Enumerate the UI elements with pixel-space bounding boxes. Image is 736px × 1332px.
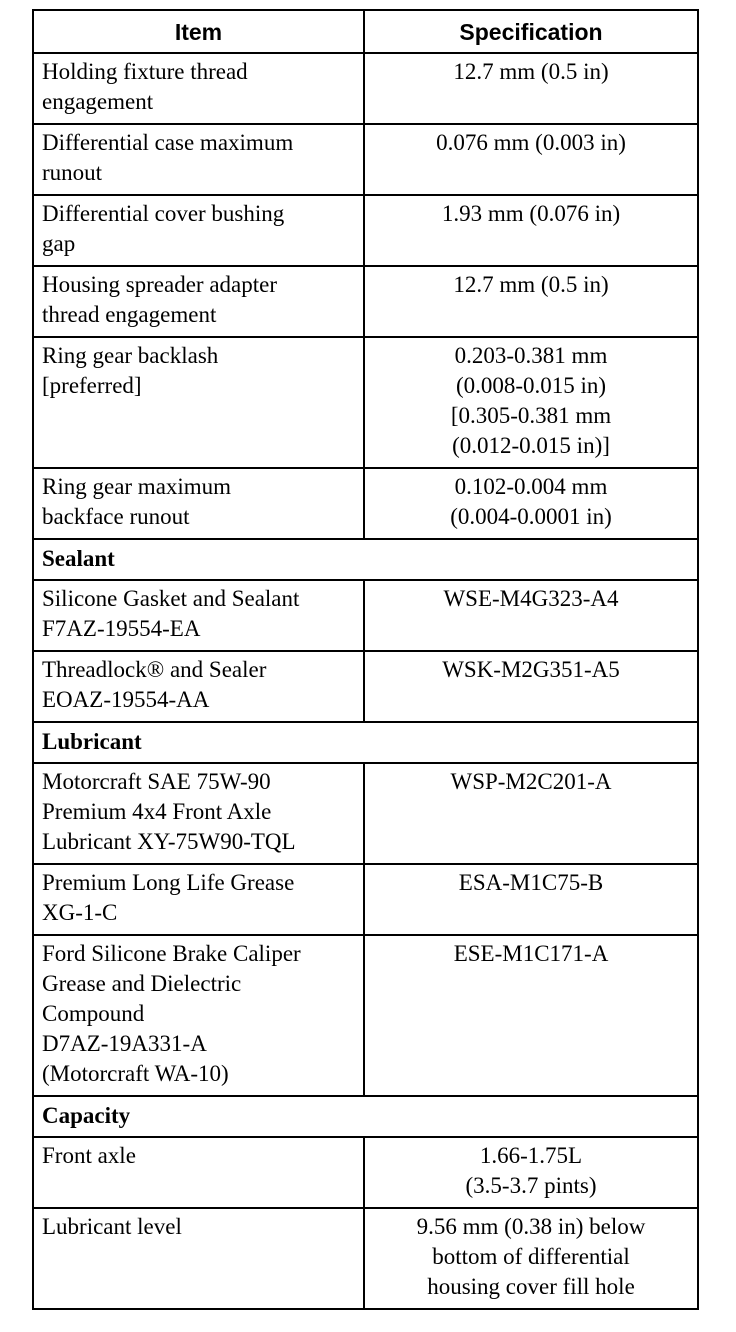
item-cell: Front axle [33, 1137, 364, 1208]
section-title-lubricant: Lubricant [33, 722, 698, 763]
item-cell: Ford Silicone Brake Caliper Grease and Dielectric Compound D7AZ-19A331-A (Motorcraft WA-10) [33, 935, 364, 1096]
section-header-row-sealant [33, 539, 698, 580]
specification-table [32, 9, 699, 1310]
spec-cell: 12.7 mm (0.5 in) [364, 53, 698, 124]
table-row [33, 580, 698, 651]
item-cell: Lubricant level [33, 1208, 364, 1309]
spec-cell: 1.93 mm (0.076 in) [364, 195, 698, 266]
table-row [33, 468, 698, 539]
item-cell: Ring gear backlash [preferred] [33, 337, 364, 468]
section-header-row-capacity [33, 1096, 698, 1137]
table-row [33, 763, 698, 864]
item-cell: Premium Long Life Grease XG-1-C [33, 864, 364, 935]
table-row [33, 864, 698, 935]
spec-cell: ESE-M1C171-A [364, 935, 698, 1096]
item-cell: Differential case maximum runout [33, 124, 364, 195]
table-row [33, 266, 698, 337]
section-title-capacity: Capacity [33, 1096, 698, 1137]
table-row [33, 1208, 698, 1309]
item-cell: Silicone Gasket and Sealant F7AZ-19554-EA [33, 580, 364, 651]
table-row [33, 935, 698, 1096]
table-row [33, 1137, 698, 1208]
item-cell: Motorcraft SAE 75W-90 Premium 4x4 Front Axle Lubricant XY-75W90-TQL [33, 763, 364, 864]
table-row [33, 124, 698, 195]
item-cell: Threadlock® and Sealer EOAZ-19554-AA [33, 651, 364, 722]
spec-cell: WSK-M2G351-A5 [364, 651, 698, 722]
spec-cell: 9.56 mm (0.38 in) below bottom of differential housing cover fill hole [364, 1208, 698, 1309]
spec-cell: 1.66-1.75L (3.5-3.7 pints) [364, 1137, 698, 1208]
spec-cell: 0.203-0.381 mm (0.008-0.015 in) [0.305-0.381 mm (0.012-0.015 in)] [364, 337, 698, 468]
item-cell: Differential cover bushing gap [33, 195, 364, 266]
spec-cell: ESA-M1C75-B [364, 864, 698, 935]
section-header-row-lubricant [33, 722, 698, 763]
item-cell: Ring gear maximum backface runout [33, 468, 364, 539]
section-title-sealant: Sealant [33, 539, 698, 580]
spec-cell: WSP-M2C201-A [364, 763, 698, 864]
table-header-row [33, 10, 698, 53]
spec-cell: 0.076 mm (0.003 in) [364, 124, 698, 195]
table-row [33, 337, 698, 468]
table-row [33, 53, 698, 124]
item-cell: Housing spreader adapter thread engagement [33, 266, 364, 337]
spec-cell: WSE-M4G323-A4 [364, 580, 698, 651]
table-row [33, 195, 698, 266]
spec-cell: 12.7 mm (0.5 in) [364, 266, 698, 337]
table-row [33, 651, 698, 722]
item-cell: Holding fixture thread engagement [33, 53, 364, 124]
spec-cell: 0.102-0.004 mm (0.004-0.0001 in) [364, 468, 698, 539]
item-column-header: Item [33, 10, 364, 53]
specification-column-header: Specification [364, 10, 698, 53]
